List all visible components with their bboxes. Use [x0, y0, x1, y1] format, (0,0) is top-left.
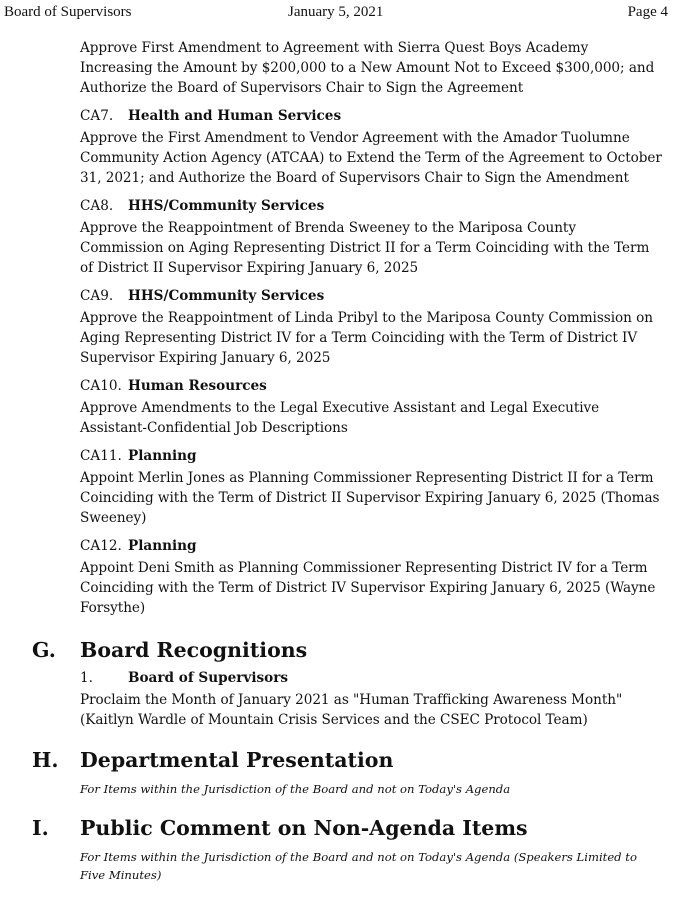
item-department: Human Resources	[128, 378, 267, 394]
agenda-item-ca7	[80, 106, 662, 188]
item-description: Approve the Reappointment of Linda Pribyl to the Mariposa County Commission on Aging Representing District IV for a Term Coinciding with the Term of District IV Supervisor Expiring January 6, 2025	[80, 310, 653, 366]
item-number: 1.	[80, 670, 93, 686]
continued-item-text: Approve First Amendment to Agreement with Sierra Quest Boys Academy Increasing the Amount by $200,000 to a New Amount Not to Exceed $300,000; and Authorize the Board of Supervisors Chair to Sign the Agreement	[80, 40, 655, 96]
item-description: Appoint Merlin Jones as Planning Commissioner Representing District II for a Term Coinciding with the Term of District II Supervisor Expiring January 6, 2025 (Thomas Sweeney)	[80, 470, 660, 526]
section-board-recognitions	[0, 636, 680, 730]
section-letter: H.	[32, 748, 59, 772]
section-letter: G.	[32, 638, 56, 662]
item-department: Health and Human Services	[128, 108, 342, 124]
section-title: Board Recognitions	[80, 638, 308, 662]
item-heading	[80, 286, 662, 306]
item-description: Appoint Deni Smith as Planning Commissioner Representing District IV for a Term Coinciding with the Term of District IV Supervisor Expiring January 6, 2025 (Wayne Forsythe)	[80, 560, 656, 616]
section-public-comment	[0, 814, 680, 884]
item-description: Approve the First Amendment to Vendor Agreement with the Amador Tuolumne Community Action Agency (ATCAA) to Extend the Term of the Agreement to October 31, 2021; and Authorize the Board of Supervisors Chair to Sign the Amendment	[80, 130, 662, 186]
agenda-item-ca9	[80, 286, 662, 368]
header-date: January 5, 2021	[288, 4, 384, 20]
agenda-content	[0, 38, 680, 884]
section-note: For Items within the Jurisdiction of the Board and not on Today's Agenda	[80, 782, 511, 796]
section-departmental-presentation	[0, 746, 680, 798]
section-title: Departmental Presentation	[80, 748, 394, 772]
agenda-item-ca8	[80, 196, 662, 278]
item-number: CA7.	[80, 108, 114, 124]
header-page-number: Page 4	[627, 4, 668, 20]
item-number: CA11.	[80, 448, 122, 464]
continued-item	[80, 38, 662, 98]
header-board-name: Board of Supervisors	[4, 4, 132, 20]
page-header	[4, 4, 668, 24]
recognition-item	[80, 668, 662, 730]
item-number: CA12.	[80, 538, 122, 554]
item-description: Approve Amendments to the Legal Executive Assistant and Legal Executive Assistant-Confidential Job Descriptions	[80, 400, 600, 436]
item-heading	[80, 196, 662, 216]
item-heading	[80, 446, 662, 466]
agenda-item-ca10	[80, 376, 662, 438]
item-number: CA10.	[80, 378, 122, 394]
item-department: Planning	[128, 448, 197, 464]
item-number: CA8.	[80, 198, 114, 214]
item-department: Planning	[128, 538, 197, 554]
item-heading	[80, 668, 662, 688]
item-department: HHS/Community Services	[128, 288, 325, 304]
item-description: Proclaim the Month of January 2021 as "Human Trafficking Awareness Month" (Kaitlyn Wardle of Mountain Crisis Services and the CSEC Protocol Team)	[80, 692, 623, 728]
item-heading	[80, 536, 662, 556]
item-number: CA9.	[80, 288, 114, 304]
item-heading	[80, 376, 662, 396]
agenda-item-ca12	[80, 536, 662, 618]
section-letter: I.	[32, 816, 49, 840]
section-note: For Items within the Jurisdiction of the Board and not on Today's Agenda (Speakers Limited to Five Minutes)	[80, 850, 637, 882]
item-department: HHS/Community Services	[128, 198, 325, 214]
item-department: Board of Supervisors	[128, 670, 289, 686]
section-title: Public Comment on Non-Agenda Items	[80, 816, 528, 840]
item-heading	[80, 106, 662, 126]
item-description: Approve the Reappointment of Brenda Sweeney to the Mariposa County Commission on Aging Representing District II for a Term Coinciding with the Term of District II Supervisor Expiring January 6, 2025	[80, 220, 650, 276]
agenda-item-ca11	[80, 446, 662, 528]
